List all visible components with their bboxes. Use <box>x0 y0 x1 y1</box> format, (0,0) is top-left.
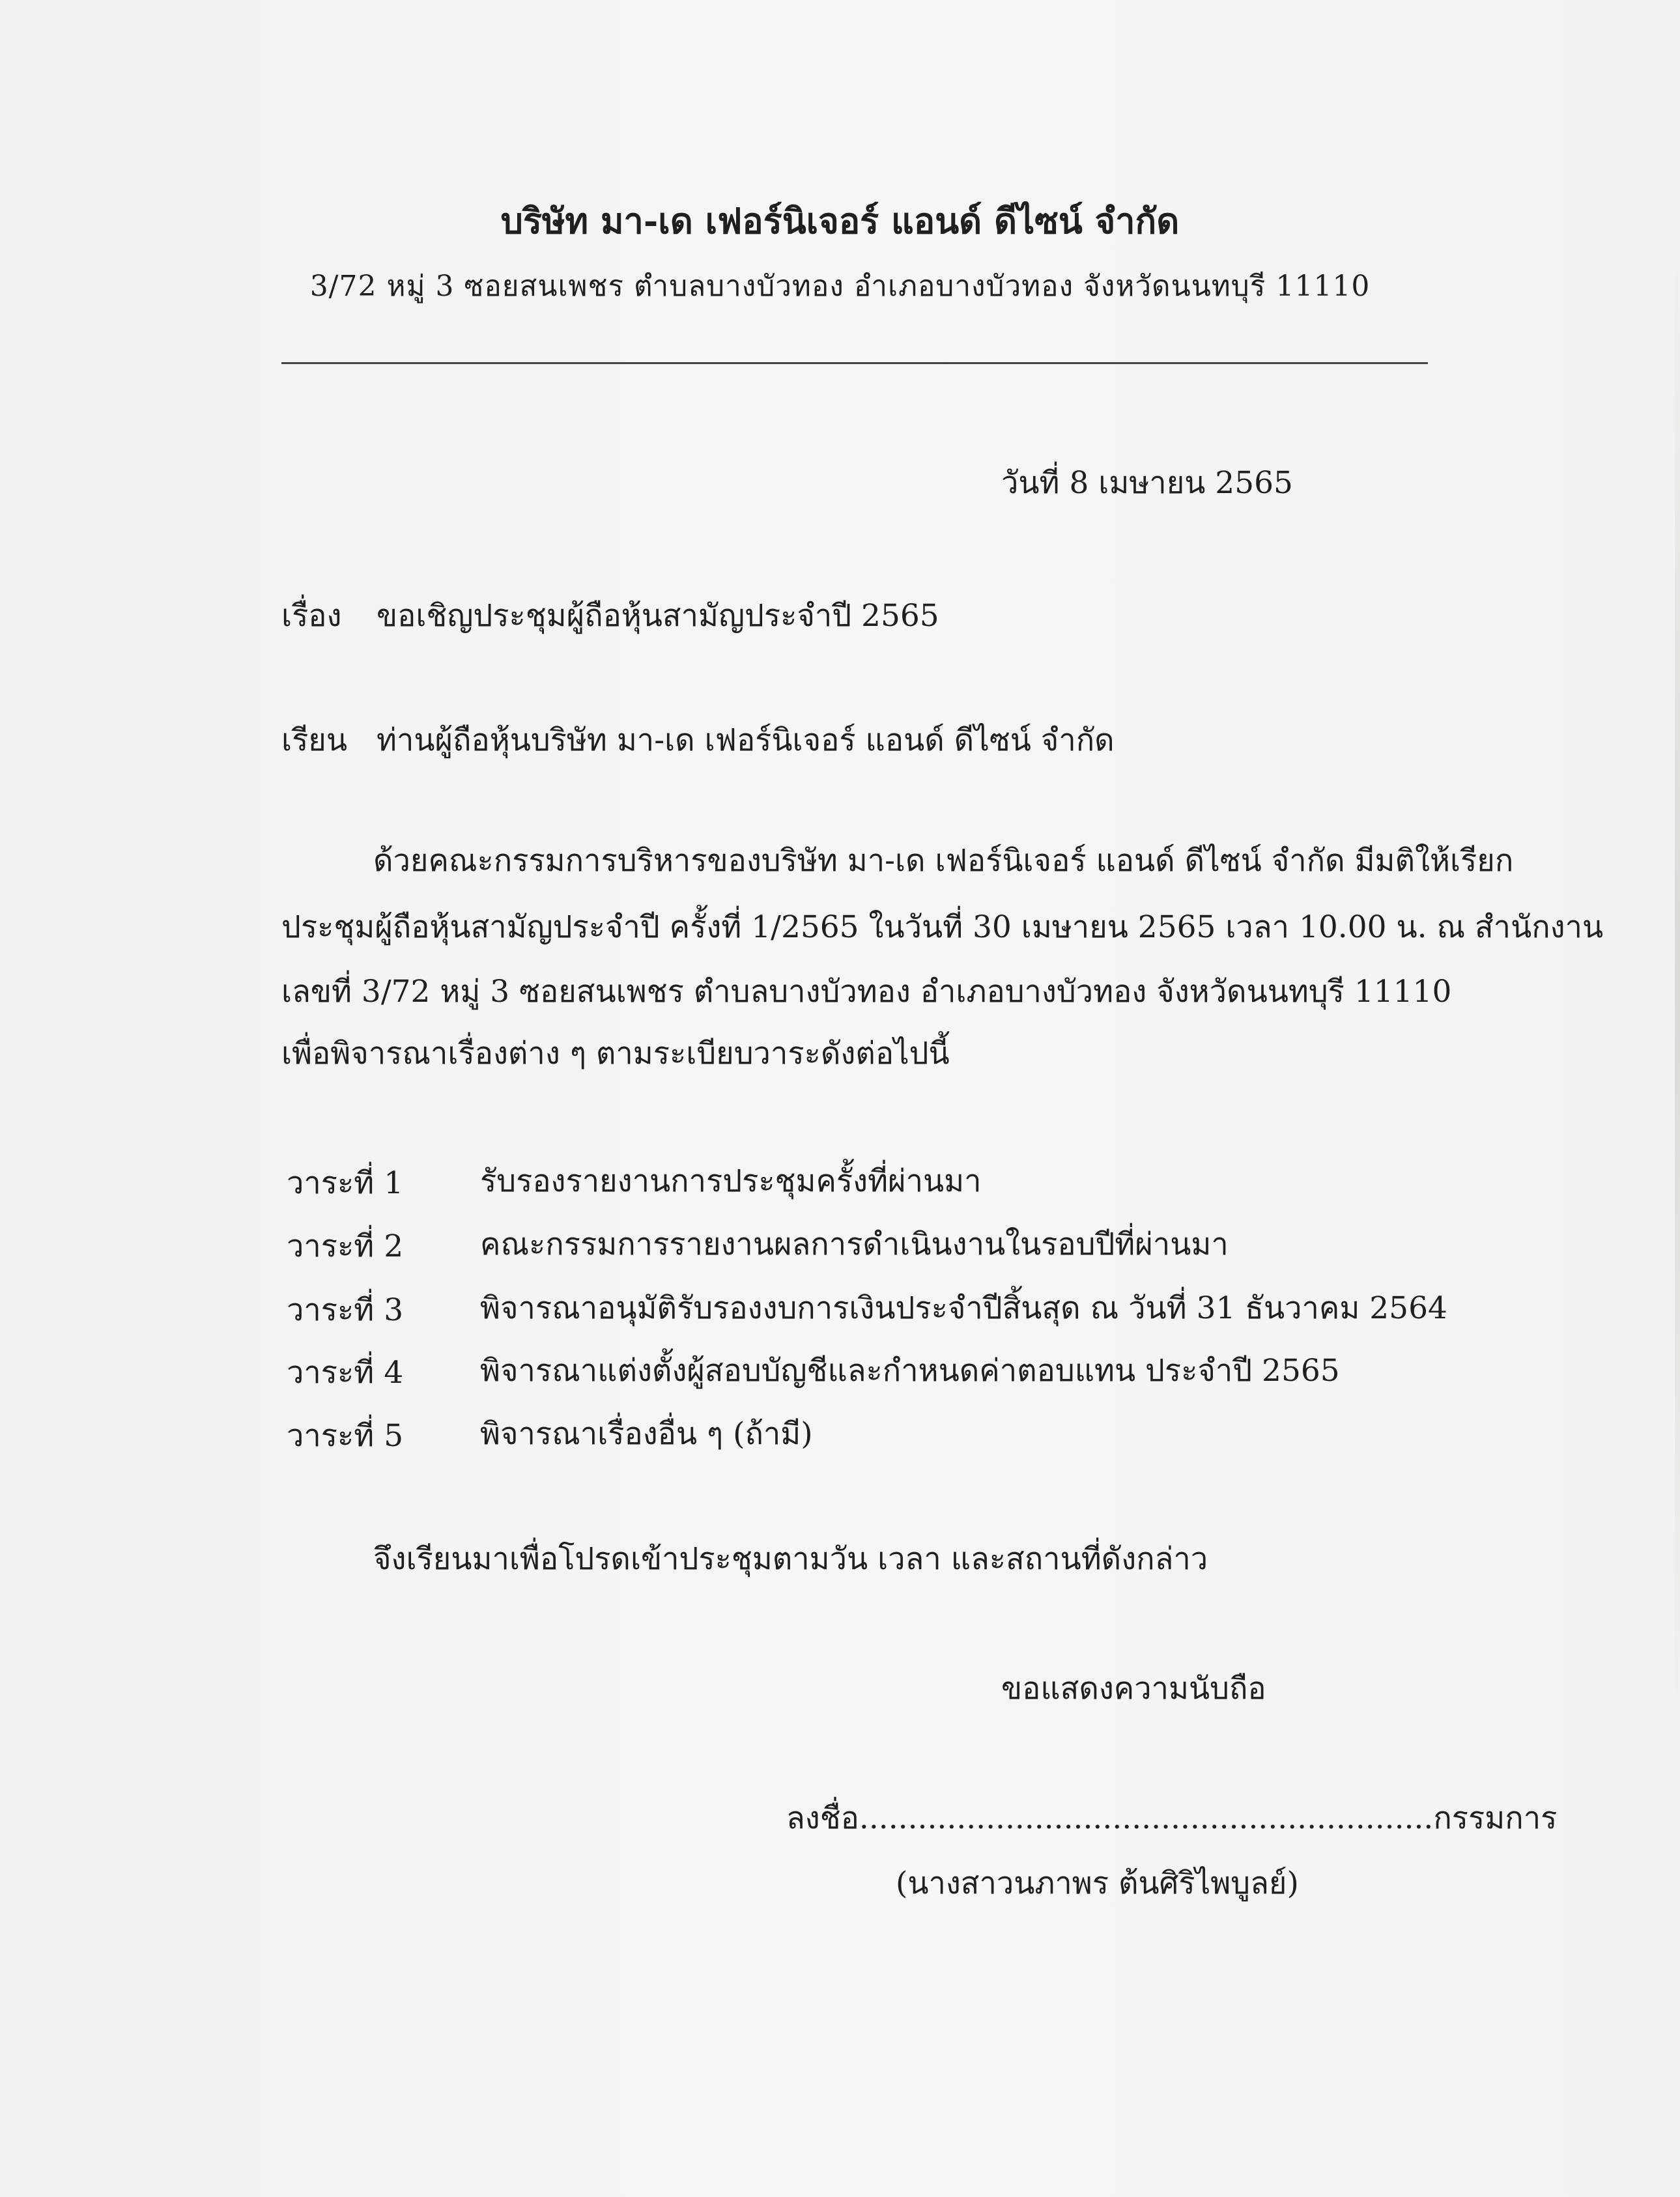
agenda-text: รับรองรายงานการประชุมครั้งที่ผ่านมา <box>480 1163 982 1199</box>
agenda-label: วาระที่ 3 <box>287 1292 404 1328</box>
agenda-text: พิจารณาอนุมัติรับรองงบการเงินประจำปีสิ้นสุด ณ วันที่ 31 ธันวาคม 2564 <box>480 1290 1447 1326</box>
closing-sentence: จึงเรียนมาเพื่อโปรดเข้าประชุมตามวัน เวลา และสถานที่ดังกล่าว <box>373 1541 1208 1577</box>
signer-name: (นางสาวนภาพร ต้นศิริไพบูลย์) <box>896 1865 1299 1901</box>
paper-edge-shadow <box>1675 234 1680 1733</box>
agenda-text: พิจารณาแต่งตั้งผู้สอบบัญชีและกำหนดค่าตอบแทน ประจำปี 2565 <box>480 1353 1340 1389</box>
agenda-label: วาระที่ 4 <box>287 1355 404 1391</box>
body-line-4: เพื่อพิจารณาเรื่องต่าง ๆ ตามระเบียบวาระดังต่อไปนี้ <box>281 1036 950 1071</box>
regards-line: ขอแสดงความนับถือ <box>1001 1671 1266 1707</box>
recipient-text: ท่านผู้ถือหุ้นบริษัท มา-เด เฟอร์นิเจอร์ แอนด์ ดีไซน์ จำกัด <box>377 722 1115 758</box>
body-line-1: ด้วยคณะกรรมการบริหารของบริษัท มา-เด เฟอร์นิเจอร์ แอนด์ ดีไซน์ จำกัด มีมติให้เรียก <box>373 843 1514 879</box>
agenda-label: วาระที่ 2 <box>287 1228 404 1264</box>
company-address: 3/72 หมู่ 3 ซอยสนเพชร ตำบลบางบัวทอง อำเภอบางบัวทอง จังหวัดนนทบุรี 11110 <box>309 270 1371 303</box>
agenda-text: คณะกรรมการรายงานผลการดำเนินงานในรอบปีที่ผ่านมา <box>480 1226 1229 1262</box>
letter-date: วันที่ 8 เมษายน 2565 <box>1001 465 1293 501</box>
body-line-2: ประชุมผู้ถือหุ้นสามัญประจำปี ครั้งที่ 1/2565 ในวันที่ 30 เมษายน 2565 เวลา 10.00 น. ณ สำนักงาน <box>281 909 1604 945</box>
subject-text: ขอเชิญประชุมผู้ถือหุ้นสามัญประจำปี 2565 <box>377 598 939 634</box>
recipient-label: เรียน <box>281 722 347 758</box>
company-name: บริษัท มา-เด เฟอร์นิเจอร์ แอนด์ ดีไซน์ จำกัด <box>500 200 1180 242</box>
subject-label: เรื่อง <box>281 598 342 634</box>
agenda-text: พิจารณาเรื่องอื่น ๆ (ถ้ามี) <box>480 1416 813 1452</box>
agenda-label: วาระที่ 5 <box>287 1418 404 1454</box>
agenda-label: วาระที่ 1 <box>287 1165 404 1201</box>
body-line-3: เลขที่ 3/72 หมู่ 3 ซอยสนเพชร ตำบลบางบัวทอง อำเภอบางบัวทอง จังหวัดนนทบุรี 11110 <box>281 974 1452 1010</box>
letterhead-divider <box>281 362 1428 364</box>
signature-line: ลงชื่อ...........................................................กรรมการ <box>786 1800 1558 1836</box>
